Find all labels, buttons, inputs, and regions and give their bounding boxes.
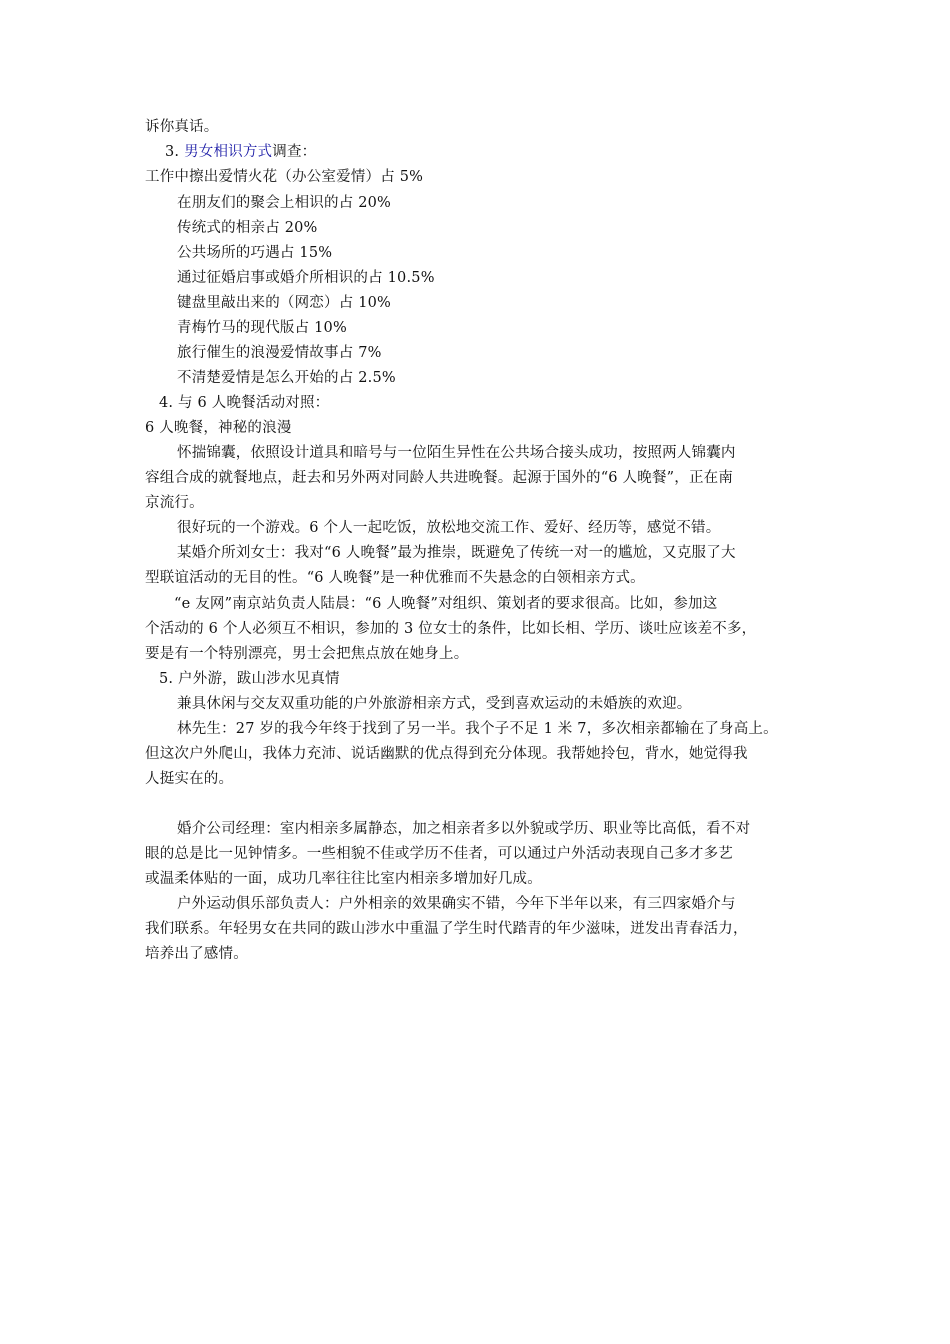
text-line: 眼的总是比一见钟情多。一些相貌不佳或学历不佳者，可以通过户外活动表现自己多才多艺 <box>145 846 733 862</box>
text-line: 但这次户外爬山，我体力充沛、说话幽默的优点得到充分体现。我帮她拎包，背水，她觉得我 <box>145 746 748 762</box>
text-line: 很好玩的一个游戏。6 个人一起吃饭，放松地交流工作、爱好、经历等，感觉不错。 <box>177 520 721 536</box>
text-line: 个活动的 6 个人必须互不相识，参加的 3 位女士的条件，比如长相、学历、谈吐应该差不多， <box>145 621 757 637</box>
text-line: 不清楚爱情是怎么开始的占 2.5% <box>177 370 396 386</box>
text-line: 公共场所的巧遇占 15% <box>177 245 333 261</box>
text-line: 通过征婚启事或婚介所相识的占 10.5% <box>177 270 435 286</box>
text-line: 户外运动俱乐部负责人：户外相亲的效果确实不错，今年下半年以来，有三四家婚介与 <box>177 896 736 912</box>
text-line: 兼具休闲与交友双重功能的户外旅游相亲方式，受到喜欢运动的未婚族的欢迎。 <box>177 696 692 712</box>
text-line: 或温柔体贴的一面，成功几率往往比室内相亲多增加好几成。 <box>145 871 542 887</box>
text-line: “e 友网”南京站负责人陆晨：“6 人晚餐”对组织、策划者的要求很高。比如，参加这 <box>174 596 718 612</box>
text-line: 婚介公司经理：室内相亲多属静态，加之相亲者多以外貌或学历、职业等比高低，看不对 <box>177 821 751 837</box>
text-line: 青梅竹马的现代版占 10% <box>177 320 347 336</box>
text-line: 我们联系。年轻男女在共同的跋山涉水中重温了学生时代踏青的年少滋味，迸发出青春活力， <box>145 921 748 937</box>
text-line: 诉你真话。 <box>145 119 219 135</box>
list-number: 3. <box>165 144 180 160</box>
text-line <box>165 142 316 162</box>
text-line: 工作中擦出爱情火花（办公室爱情）占 5% <box>145 169 424 185</box>
text-line: 6 人晚餐，神秘的浪漫 <box>145 420 292 436</box>
text-line: 林先生：27 岁的我今年终于找到了另一半。我个子不足 1 米 7，多次相亲都输在了身高上。 <box>177 721 778 737</box>
section-heading: 5. 户外游，跋山涉水见真情 <box>159 671 340 687</box>
survey-link[interactable]: 男女相识方式 <box>184 144 273 160</box>
text-line: 某婚介所刘女士：我对“6 人晚餐”最为推崇，既避免了传统一对一的尴尬，又克服了大 <box>177 545 736 561</box>
text-line: 旅行催生的浪漫爱情故事占 7% <box>177 345 382 361</box>
text-line: 传统式的相亲占 20% <box>177 220 318 236</box>
text-line: 在朋友们的聚会上相识的占 20% <box>177 195 392 211</box>
text-line: 培养出了感情。 <box>145 946 248 962</box>
text-span: 调查： <box>272 144 317 160</box>
text-line: 人挺实在的。 <box>145 771 234 787</box>
section-heading: 4. 与 6 人晚餐活动对照： <box>159 395 330 411</box>
text-line: 型联谊活动的无目的性。“6 人晚餐”是一种优雅而不失悬念的白领相亲方式。 <box>145 570 645 586</box>
text-line: 键盘里敲出来的（网恋）占 10% <box>177 295 392 311</box>
text-line: 容组合成的就餐地点，赶去和另外两对同龄人共进晚餐。起源于国外的“6 人晚餐”，正在南 <box>145 470 734 486</box>
text-line: 京流行。 <box>145 495 204 511</box>
text-line: 怀揣锦囊，依照设计道具和暗号与一位陌生异性在公共场合接头成功，按照两人锦囊内 <box>177 445 736 461</box>
text-line: 要是有一个特别漂亮，男士会把焦点放在她身上。 <box>145 646 469 662</box>
